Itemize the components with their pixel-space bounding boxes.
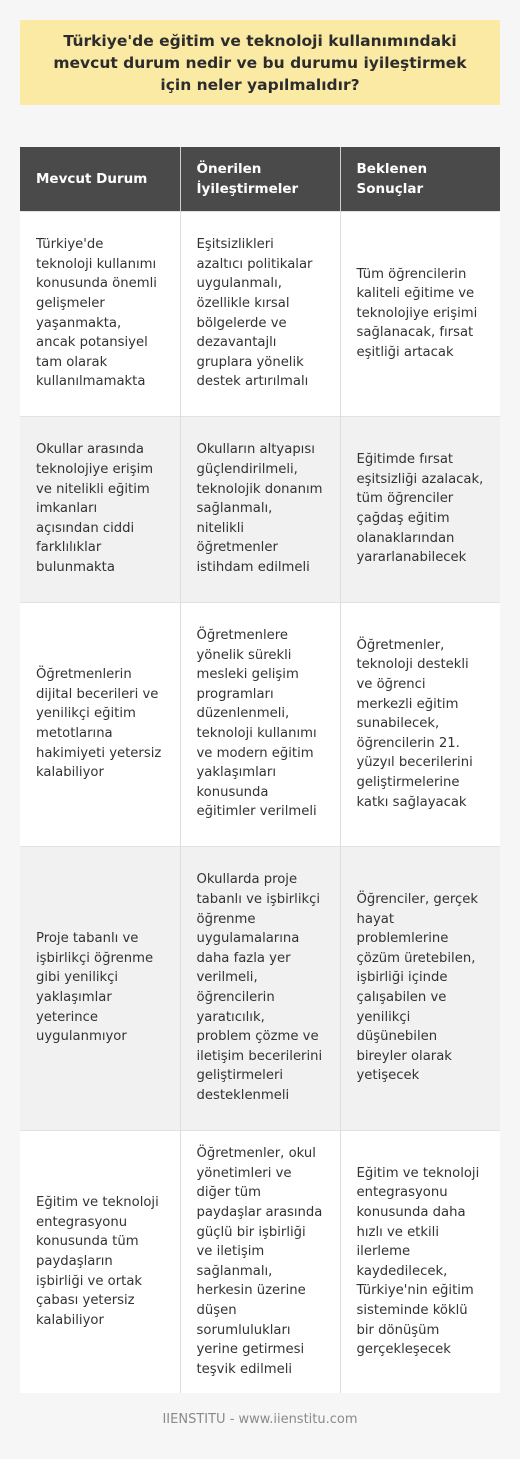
expected-result-cell: Eğitim ve teknoloji entegrasyonu konusunda daha hızlı ve etkili ilerleme kaydedilecek, Türkiye'nin eğitim sisteminde köklü bir dönüşüm gerçekleşecek <box>340 1130 500 1393</box>
current-state-cell: Öğretmenlerin dijital becerileri ve yenilikçi eğitim metotlarına hakimiyeti yetersiz kalabiliyor <box>20 602 180 846</box>
table-row <box>20 1130 500 1393</box>
page-title: Türkiye'de eğitim ve teknoloji kullanımındaki mevcut durum nedir ve bu durumu iyileştirmek için neler yapılmalıdır? <box>53 31 467 94</box>
title-banner <box>20 20 500 105</box>
current-state-cell: Eğitim ve teknoloji entegrasyonu konusunda tüm paydaşların işbirliği ve ortak çabası yetersiz kalabiliyor <box>20 1130 180 1393</box>
proposed-improvement-cell: Okulların altyapısı güçlendirilmeli, teknolojik donanım sağlanmalı, nitelikli öğretmenler istihdam edilmeli <box>180 416 340 602</box>
current-state-cell: Okullar arasında teknolojiye erişim ve nitelikli eğitim imkanları açısından ciddi farklılıklar bulunmakta <box>20 416 180 602</box>
expected-result-cell: Eğitimde fırsat eşitsizliği azalacak, tüm öğrenciler çağdaş eğitim olanaklarından yararlanabilecek <box>340 416 500 602</box>
expected-result-cell: Tüm öğrencilerin kaliteli eğitime ve teknolojiye erişimi sağlanacak, fırsat eşitliği artacak <box>340 211 500 416</box>
table-row <box>20 211 500 416</box>
column-header-expected-results: Beklenen Sonuçlar <box>340 147 500 211</box>
expected-result-cell: Öğrenciler, gerçek hayat problemlerine çözüm üretebilen, işbirliği içinde çalışabilen ve yenilikçi düşünebilen bireyler olarak yetişecek <box>340 846 500 1130</box>
current-state-cell: Proje tabanlı ve işbirlikçi öğrenme gibi yenilikçi yaklaşımlar yeterince uygulanmıyor <box>20 846 180 1130</box>
current-state-cell: Türkiye'de teknoloji kullanımı konusunda önemli gelişmeler yaşanmakta, ancak potansiyel tam olarak kullanılmamakta <box>20 211 180 416</box>
table-row <box>20 602 500 846</box>
proposed-improvement-cell: Öğretmenler, okul yönetimleri ve diğer tüm paydaşlar arasında güçlü bir işbirliği ve iletişim sağlanmalı, herkesin üzerine düşen sorumlulukları yerine getirmesi teşvik edilmeli <box>180 1130 340 1393</box>
proposed-improvement-cell: Eşitsizlikleri azaltıcı politikalar uygulanmalı, özellikle kırsal bölgelerde ve dezavantajlı gruplara yönelik destek artırılmalı <box>180 211 340 416</box>
column-header-proposed-improvements: Önerilen İyileştirmeler <box>180 147 340 211</box>
comparison-table <box>20 147 500 1393</box>
table-row <box>20 846 500 1130</box>
expected-result-cell: Öğretmenler, teknoloji destekli ve öğrenci merkezli eğitim sunabilecek, öğrencilerin 21. yüzyıl becerilerini geliştirmelerine katkı sağlayacak <box>340 602 500 846</box>
column-header-current-state: Mevcut Durum <box>20 147 180 211</box>
proposed-improvement-cell: Okullarda proje tabanlı ve işbirlikçi öğrenme uygulamalarına daha fazla yer verilmeli, öğrencilerin yaratıcılık, problem çözme ve iletişim becerilerini geliştirmeleri desteklenmeli <box>180 846 340 1130</box>
table-row <box>20 416 500 602</box>
table-header-row <box>20 147 500 211</box>
proposed-improvement-cell: Öğretmenlere yönelik sürekli mesleki gelişim programları düzenlenmeli, teknoloji kullanımı ve modern eğitim yaklaşımları konusunda eğitimler verilmeli <box>180 602 340 846</box>
footer-credit: IIENSTITU - www.iienstitu.com <box>162 1412 358 1427</box>
